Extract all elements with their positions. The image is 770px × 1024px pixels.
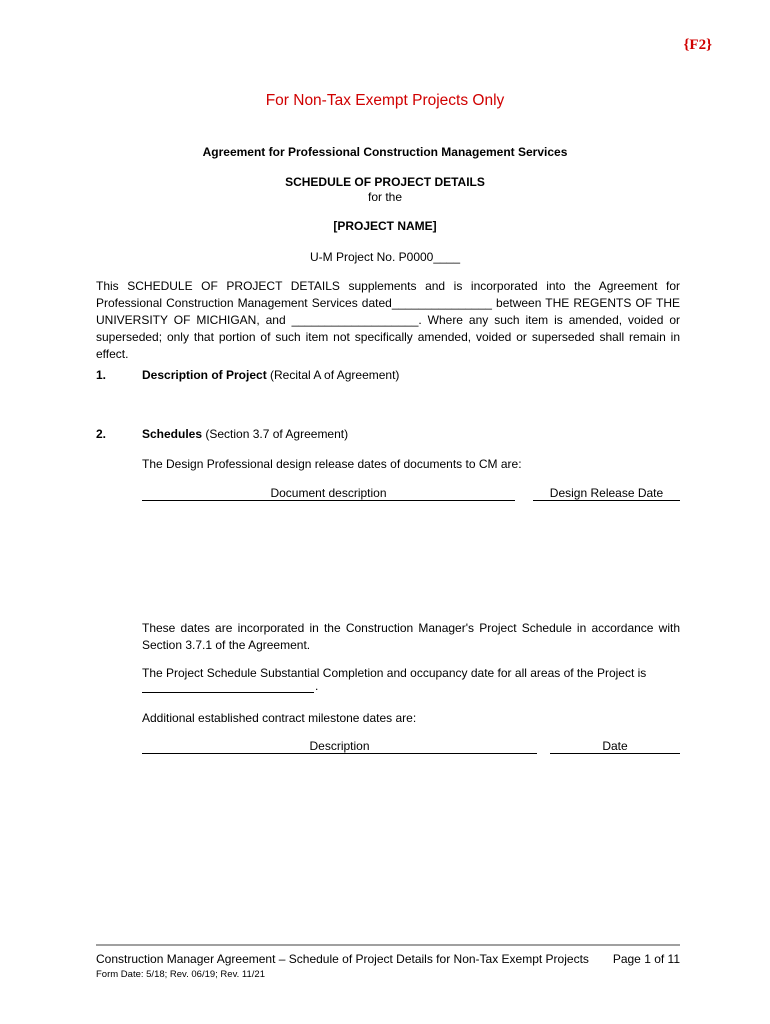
footer-title: Construction Manager Agreement – Schedule of Project Details for Non-Tax Exempt Projects	[96, 952, 589, 966]
section-number: 2.	[96, 427, 107, 441]
agreement-title: Agreement for Professional Construction Management Services	[202, 145, 568, 159]
completion-period: .	[315, 679, 319, 693]
form-date: Form Date: 5/18; Rev. 06/19; Rev. 11/21	[96, 969, 265, 980]
design-release-date-column: Design Release Date	[533, 486, 680, 501]
milestones-intro: Additional established contract milestone dates are:	[142, 711, 417, 725]
section-heading: Schedules	[142, 427, 203, 441]
form-code: {F2}	[683, 37, 712, 53]
footer-divider	[96, 944, 680, 946]
project-number: U-M Project No. P0000____	[309, 250, 461, 264]
document-description-column: Document description	[142, 486, 515, 501]
section-heading: Description of Project	[142, 368, 267, 382]
page-number: Page 1 of 11	[612, 952, 680, 966]
project-name: [PROJECT NAME]	[333, 219, 437, 233]
milestone-date-column: Date	[550, 739, 680, 754]
schedule-title: SCHEDULE OF PROJECT DETAILS	[285, 175, 485, 189]
tax-exempt-banner: For Non-Tax Exempt Projects Only	[265, 92, 505, 109]
milestone-description-column: Description	[142, 739, 537, 754]
section-number: 1.	[96, 368, 107, 382]
incorporated-paragraph: These dates are incorporated in the Construction Manager's Project Schedule in accordance with Section 3.7.1 of the Agreement.	[142, 621, 680, 652]
intro-paragraph: This SCHEDULE OF PROJECT DETAILS supplements and is incorporated into the Agreement for Professional Construction Management Services dated_______________ between THE REGENTS OF THE UNIVERSITY OF MICHIGAN, and ___________________. Where any such item is amended, voided or superseded; only that portion of such item not specifically amended, voided or superseded shall remain in effect.	[96, 279, 680, 361]
for-the-text: for the	[367, 190, 403, 204]
release-dates-intro: The Design Professional design release dates of documents to CM are:	[142, 457, 522, 471]
completion-paragraph: The Project Schedule Substantial Completion and occupancy date for all areas of the Project is	[142, 666, 647, 680]
section-reference: (Section 3.7 of Agreement)	[202, 427, 349, 441]
completion-date-blank	[142, 678, 314, 693]
section-reference: (Recital A of Agreement)	[266, 368, 400, 382]
